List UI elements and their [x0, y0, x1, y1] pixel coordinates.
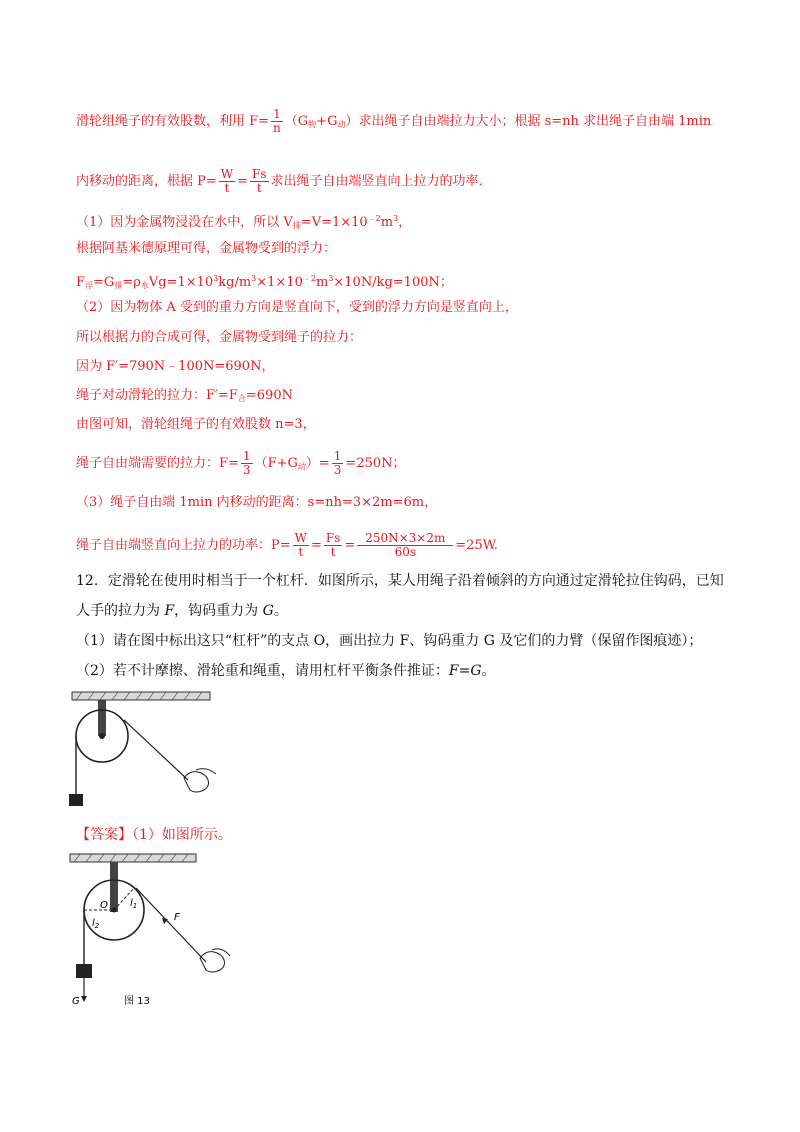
text-span: =250N；	[345, 456, 406, 471]
rope-right	[124, 720, 188, 780]
text-span: 绳子自由端需要的拉力：F=	[76, 456, 239, 471]
figure-caption: 图 13	[124, 996, 150, 1007]
solution-fprime-line	[76, 358, 274, 376]
fraction	[219, 168, 235, 195]
hook-weight	[69, 794, 83, 806]
text-span: 。	[273, 603, 288, 619]
italic-symbol: F	[164, 603, 175, 619]
subscript: 动	[337, 120, 346, 129]
subscript: 合	[237, 394, 246, 403]
fraction	[293, 532, 309, 559]
text-span: 内移动的距离，根据 P=	[76, 174, 217, 189]
text-span: ）=	[305, 456, 330, 471]
solution-part2-line	[76, 299, 518, 317]
ceiling-hatch	[70, 854, 196, 862]
label-l2: $l_2$	[92, 918, 100, 930]
text-span: 。	[481, 663, 496, 679]
label-O: O	[100, 900, 108, 911]
fraction	[324, 532, 342, 559]
text-span: ）求出绳子自由端拉力大小；根据 s=nh 求出绳子自由端 1min	[345, 114, 712, 129]
fraction-denominator: 60s	[394, 545, 416, 559]
hook-weight	[76, 964, 92, 978]
text-span: 根据阿基米德原理可得，金属物受到的浮力：	[76, 241, 337, 256]
fraction-numerator: Fs	[252, 167, 267, 181]
question-12-line-2	[76, 602, 288, 620]
superscript: ﹣2	[367, 214, 381, 223]
answer-line	[76, 826, 232, 844]
label-G: G	[72, 996, 80, 1007]
text-span: =V=1×10	[300, 215, 368, 230]
fraction	[271, 108, 283, 135]
fraction-numerator: W	[294, 531, 307, 545]
subscript: 水	[140, 281, 149, 290]
solution-archimedes-line	[76, 240, 336, 258]
text-span: =25W.	[455, 538, 498, 553]
solution-line-1	[76, 108, 711, 135]
fraction-numerator: 1	[271, 108, 283, 122]
fraction-denominator: 3	[242, 463, 251, 477]
pulley-mount	[110, 862, 118, 912]
text-span: ×1×10	[256, 275, 303, 290]
pulley-figure-question	[68, 690, 248, 810]
text-span: =ρ	[122, 275, 141, 290]
text-span: 因为 F′=790N﹣100N=690N，	[76, 359, 275, 374]
solution-pull-force-line	[76, 450, 406, 477]
solution-buoyancy-formula	[76, 270, 453, 295]
text-span: （2）若不计摩擦、滑轮重和绳重，请用杠杆平衡条件推证：	[76, 663, 449, 679]
text-span: =	[310, 538, 322, 553]
solution-strands-line	[76, 416, 316, 434]
text-span: =690N	[245, 388, 293, 403]
text-span: ×10N/kg=100N；	[333, 275, 453, 290]
rope-right	[136, 888, 206, 962]
question-12-part1	[76, 632, 702, 650]
solution-rope-force-line	[76, 387, 293, 408]
answer-text: （1）如图所示。	[132, 827, 232, 843]
label-F: F	[174, 912, 180, 923]
italic-symbol: F=G	[448, 663, 482, 679]
solution-part1-line	[76, 210, 411, 235]
superscript: ﹣2	[302, 274, 316, 283]
question-12-part2	[76, 662, 496, 680]
text-span: （1）因为金属物浸没在水中，所以 V	[76, 215, 293, 230]
fraction-numerator: 250N×3×2m	[357, 532, 453, 546]
text-span: 由图可知，滑轮组绳子的有效股数 n=3，	[76, 417, 316, 432]
question-12-line-1	[76, 572, 724, 590]
fraction-denominator: 3	[333, 463, 342, 477]
text-span: =	[237, 174, 249, 189]
text-span: kg/m	[218, 275, 252, 290]
text-span: m	[380, 215, 394, 230]
solution-line-2	[76, 168, 492, 195]
text-span: 人手的拉力为	[76, 603, 165, 619]
text-span: ，	[398, 215, 412, 230]
text-span: 求出绳子自由端竖直向上拉力的功率．	[270, 174, 492, 189]
fraction	[241, 450, 253, 477]
text-span: F	[76, 275, 86, 290]
text-span: （G	[284, 114, 309, 129]
fraction	[357, 532, 453, 559]
text-span: （3）绳子自由端 1min 内移动的距离：s=nh=3×2m=6m，	[76, 495, 438, 510]
text-span: （2）因为物体 A 受到的重力方向是竖直向下，受到的浮力方向是竖直向上，	[76, 300, 518, 315]
fraction-numerator: Fs	[325, 531, 341, 545]
fraction	[332, 450, 344, 477]
fraction-numerator: 1	[242, 449, 251, 463]
fraction-denominator: t	[256, 181, 262, 195]
answer-tag: 【答案】	[76, 827, 132, 843]
pulley-mount	[98, 700, 106, 736]
superscript: 3	[328, 274, 334, 283]
italic-symbol: G	[262, 603, 274, 619]
solution-power-line	[76, 532, 498, 559]
subscript: 物	[308, 120, 317, 129]
subscript: 浮	[85, 281, 94, 290]
hand-icon	[184, 769, 216, 792]
text-span: ，钩码重力为	[174, 603, 263, 619]
fraction-denominator: t	[330, 545, 336, 559]
fraction-numerator: W	[220, 167, 234, 181]
pulley-figure-answer	[66, 852, 246, 1007]
fraction-denominator: t	[298, 545, 304, 559]
solution-composition-line	[76, 329, 362, 347]
subscript: 动	[297, 462, 306, 471]
text-span: =G	[93, 275, 115, 290]
text-span: （F+G	[254, 456, 298, 471]
text-span: 绳子自由端竖直向上拉力的功率：P=	[76, 538, 291, 553]
text-span: +G	[316, 114, 338, 129]
fraction-denominator: n	[273, 121, 281, 135]
fraction-numerator: 1	[333, 449, 342, 463]
superscript: 3	[213, 274, 219, 283]
text-span: （1）请在图中标出这只“杠杆”的支点 O，画出拉力 F、钩码重力 G 及它们的力臂（保留作图痕迹）；	[76, 633, 703, 649]
label-l1: $l_1$	[130, 898, 138, 910]
subscript: 排	[292, 221, 301, 230]
text-span: m	[315, 275, 329, 290]
superscript: 3	[393, 214, 399, 223]
text-span: 滑轮组绳子的有效股数，利用 F=	[76, 114, 270, 129]
fraction-denominator: t	[224, 181, 230, 195]
superscript: 3	[251, 274, 257, 283]
subscript: 排	[114, 281, 123, 290]
text-span: Vg=1×10	[148, 275, 214, 290]
fraction	[250, 168, 268, 195]
solution-part3-line	[76, 494, 437, 512]
ceiling-hatch	[72, 692, 210, 700]
text-span: 12．定滑轮在使用时相当于一个杠杆．如图所示，某人用绳子沿着倾斜的方向通过定滑轮拉住钩码，已知	[76, 573, 724, 589]
text-span: =	[344, 538, 356, 553]
text-span: 绳子对动滑轮的拉力：F′=F	[76, 388, 238, 403]
text-span: 所以根据力的合成可得，金属物受到绳子的拉力：	[76, 330, 363, 345]
